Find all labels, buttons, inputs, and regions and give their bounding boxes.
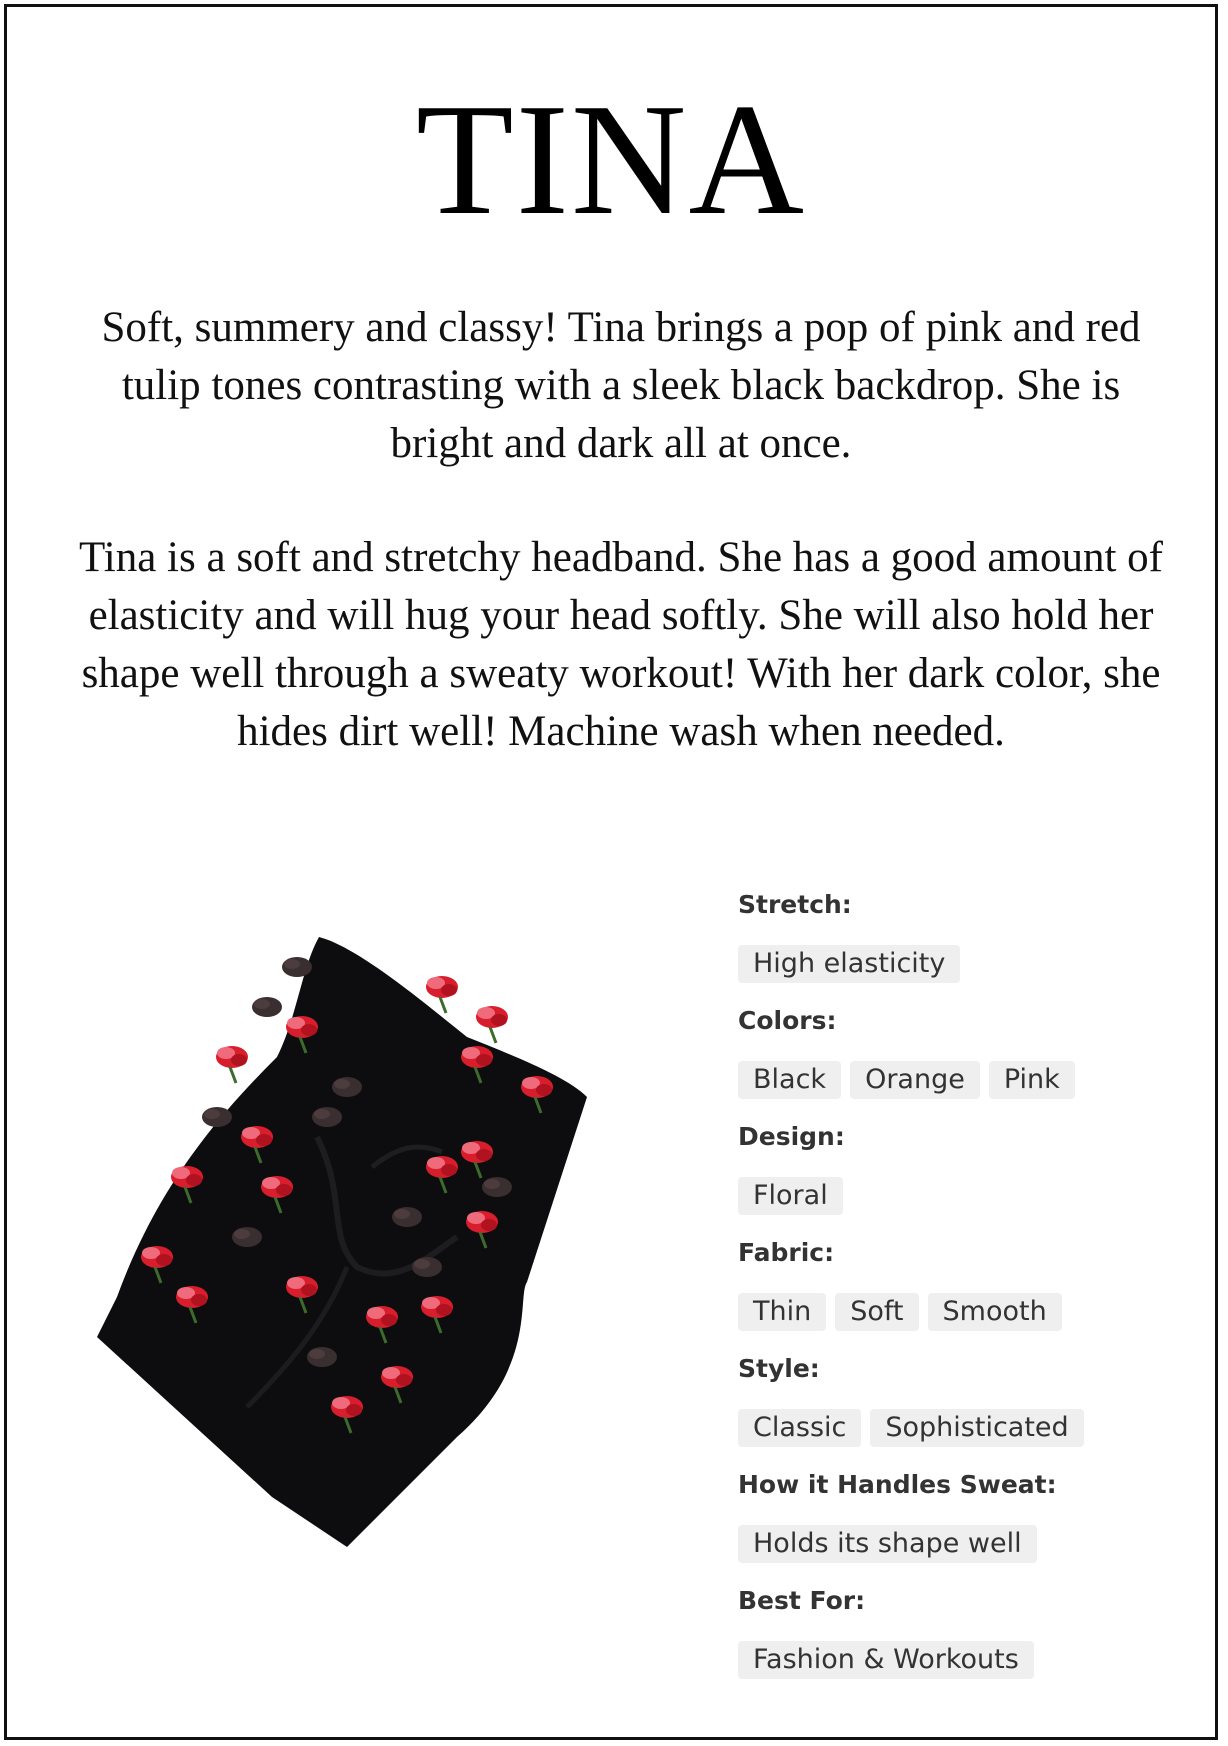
page-frame	[4, 4, 1218, 1740]
chip-row	[738, 1525, 1178, 1583]
tag-chip: Soft	[835, 1293, 918, 1331]
tag-chip: High elasticity	[738, 945, 960, 983]
spec-design	[738, 1119, 1178, 1235]
tag-chip: Floral	[738, 1177, 843, 1215]
spec-label: Best For:	[738, 1586, 866, 1615]
spec-stretch	[738, 887, 1178, 1003]
tag-chip: Sophisticated	[870, 1409, 1083, 1447]
spec-label: Fabric:	[738, 1238, 835, 1267]
spec-label: Colors:	[738, 1006, 837, 1035]
spec-fabric	[738, 1235, 1178, 1351]
tag-chip: Holds its shape well	[738, 1525, 1037, 1563]
tag-chip: Black	[738, 1061, 841, 1099]
spec-sweat	[738, 1467, 1178, 1583]
tag-chip: Orange	[850, 1061, 980, 1099]
spec-label: Stretch:	[738, 890, 852, 919]
product-title: TINA	[415, 70, 807, 248]
tag-chip: Fashion & Workouts	[738, 1641, 1034, 1679]
chip-row	[738, 1409, 1178, 1467]
tag-chip: Thin	[738, 1293, 826, 1331]
chip-row	[738, 1293, 1178, 1351]
tag-chip: Smooth	[928, 1293, 1062, 1331]
chip-row	[738, 1061, 1178, 1119]
chip-row	[738, 1177, 1178, 1235]
spec-label: How it Handles Sweat:	[738, 1470, 1057, 1499]
headband-photo	[97, 937, 657, 1557]
chip-row	[738, 1641, 1178, 1699]
spec-list	[738, 887, 1178, 1699]
chip-row	[738, 945, 1178, 1003]
spec-best-for	[738, 1583, 1178, 1699]
description-paragraph-2: Tina is a soft and stretchy headband. She has a good amount of elasticity and will hug your head softly. She will also hold her shape well through a sweaty workout! With her dark color, she hides dirt well! Machine wash when needed.	[79, 534, 1163, 755]
spec-label: Style:	[738, 1354, 820, 1383]
spec-label: Design:	[738, 1122, 845, 1151]
tag-chip: Pink	[989, 1061, 1075, 1099]
description-paragraph-1: Soft, summery and classy! Tina brings a pop of pink and red tulip tones contrasting with a sleek black backdrop. She is bright and dark all at once.	[101, 304, 1141, 467]
spec-colors	[738, 1003, 1178, 1119]
spec-style	[738, 1351, 1178, 1467]
tag-chip: Classic	[738, 1409, 861, 1447]
